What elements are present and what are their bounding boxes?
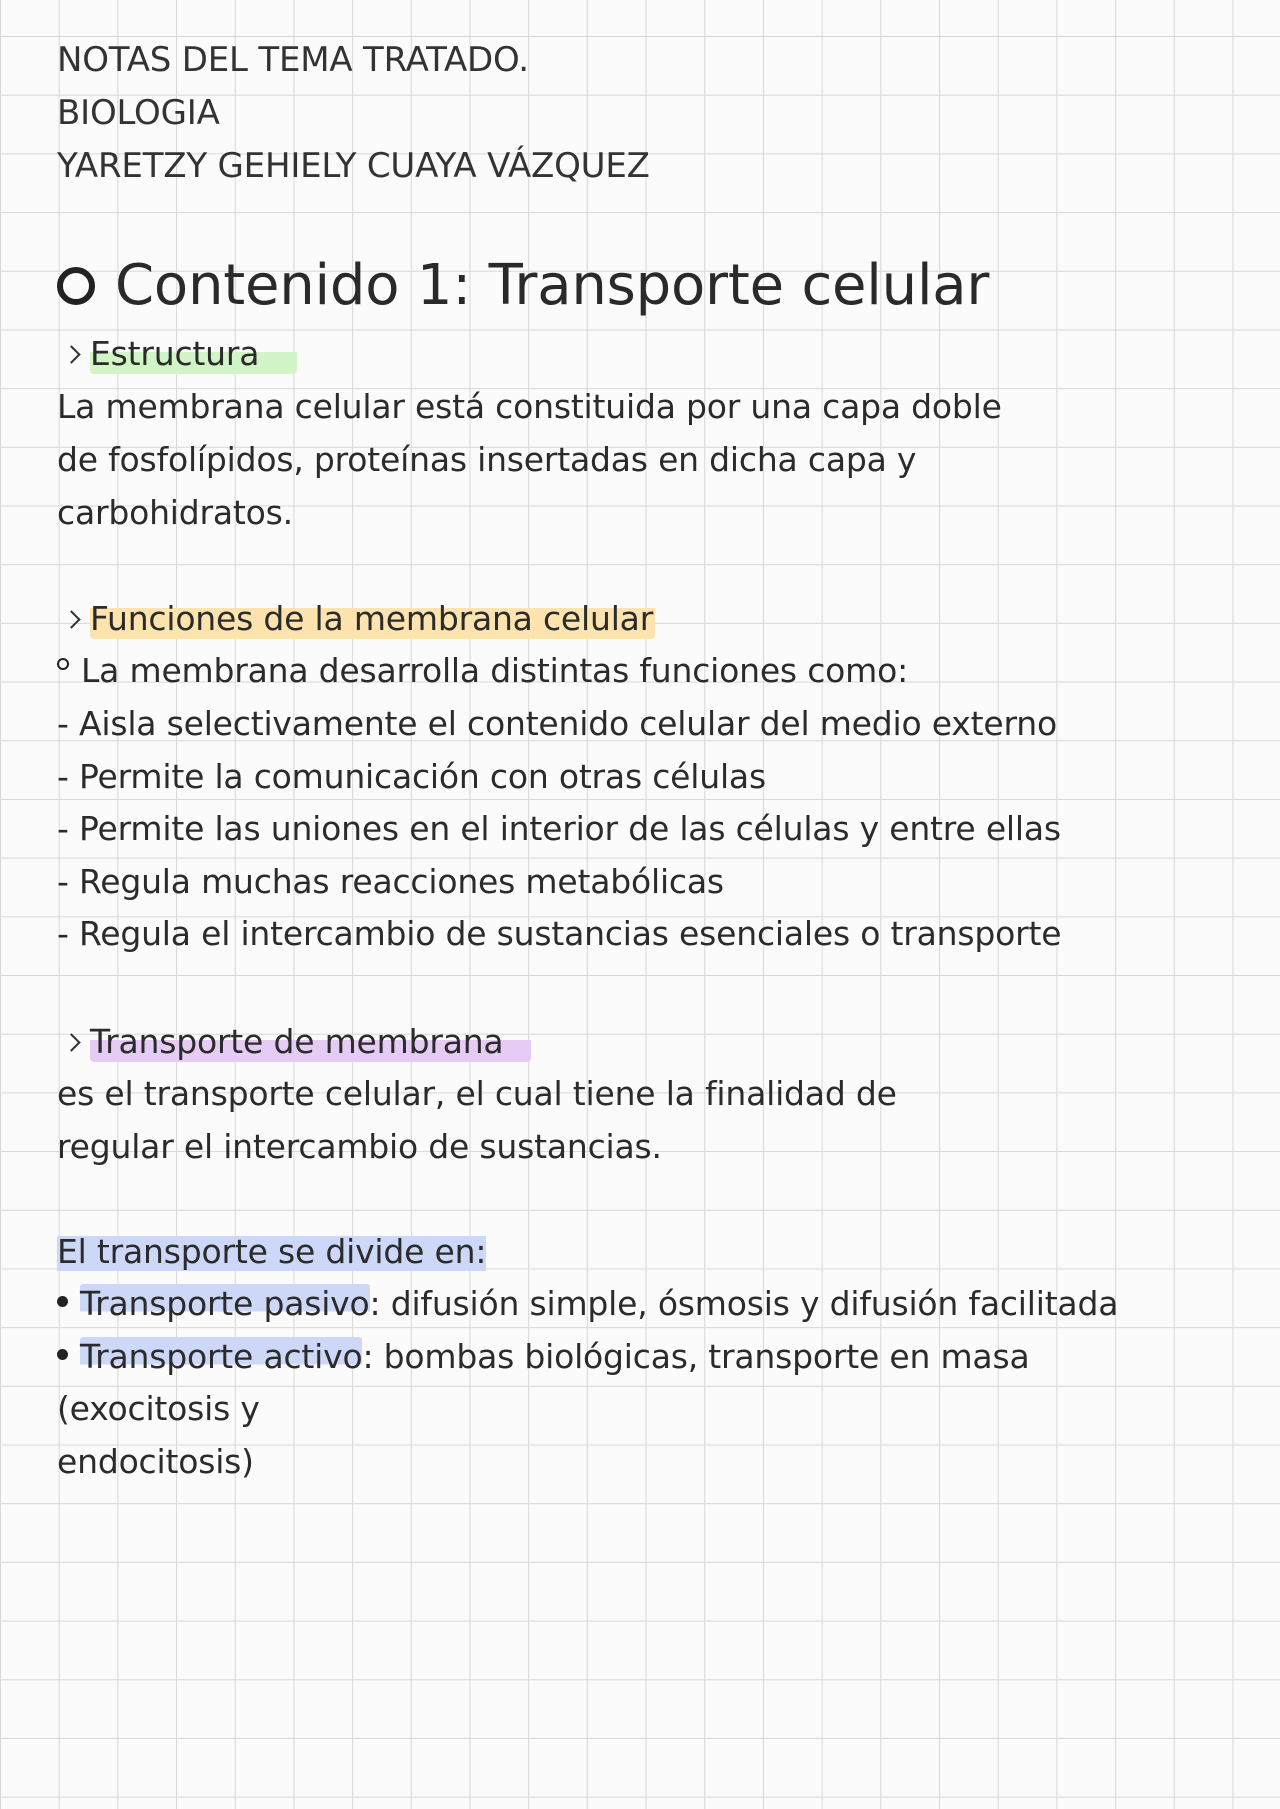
circle-icon bbox=[57, 267, 95, 305]
chevron-right-icon bbox=[62, 610, 80, 628]
list-item-pasivo: Transporte pasivo: difusión simple, ósmosis y difusión facilitada bbox=[57, 1284, 1118, 1324]
title-text: Contenido 1: Transporte celular bbox=[115, 253, 990, 318]
degree-bullet-icon bbox=[57, 658, 69, 670]
paragraph-line: La membrana celular está constituida por una capa doble bbox=[57, 387, 1002, 426]
list-item: - Permite las uniones en el interior de las células y entre ellas bbox=[57, 809, 1061, 848]
bullet-icon bbox=[57, 1349, 68, 1360]
heading-text: Transporte de membrana bbox=[90, 1022, 531, 1062]
list-item: - Aisla selectivamente el contenido celular del medio externo bbox=[57, 704, 1057, 743]
page-title bbox=[57, 254, 989, 318]
header-line-author: YARETZY GEHIELY CUAYA VÁZQUEZ bbox=[57, 146, 650, 186]
term-pasivo: Transporte pasivo bbox=[80, 1284, 370, 1323]
chevron-right-icon bbox=[62, 345, 80, 363]
term-activo: Transporte activo bbox=[80, 1337, 363, 1376]
paragraph-line: carbohidratos. bbox=[57, 493, 293, 532]
functions-intro: La membrana desarrolla distintas funciones como: bbox=[57, 651, 908, 691]
list-item-continuation: endocitosis) bbox=[57, 1442, 254, 1481]
header-line-notes: NOTAS DEL TEMA TRATADO. bbox=[57, 40, 529, 80]
list-item: - Regula el intercambio de sustancias esenciales o transporte bbox=[57, 914, 1062, 953]
list-item-continuation: (exocitosis y bbox=[57, 1389, 260, 1428]
list-item: - Permite la comunicación con otras células bbox=[57, 757, 766, 796]
divide-label: El transporte se divide en: bbox=[57, 1232, 487, 1271]
chevron-right-icon bbox=[62, 1033, 80, 1051]
list-item: - Regula muchas reacciones metabólicas bbox=[57, 862, 724, 901]
paragraph-line: es el transporte celular, el cual tiene la finalidad de bbox=[57, 1074, 897, 1113]
section-heading-funciones bbox=[57, 599, 655, 639]
list-item-activo: Transporte activo: bombas biológicas, transporte en masa bbox=[57, 1337, 1029, 1377]
paragraph-line: de fosfolípidos, proteínas insertadas en dicha capa y bbox=[57, 440, 917, 479]
header-line-subject: BIOLOGIA bbox=[57, 93, 220, 133]
heading-text: Funciones de la membrana celular bbox=[90, 599, 654, 638]
bullet-icon bbox=[57, 1296, 68, 1307]
section-heading-transporte bbox=[57, 1022, 531, 1062]
paragraph-line: regular el intercambio de sustancias. bbox=[57, 1127, 662, 1166]
section-heading-estructura bbox=[57, 334, 297, 374]
heading-text: Estructura bbox=[90, 334, 297, 374]
